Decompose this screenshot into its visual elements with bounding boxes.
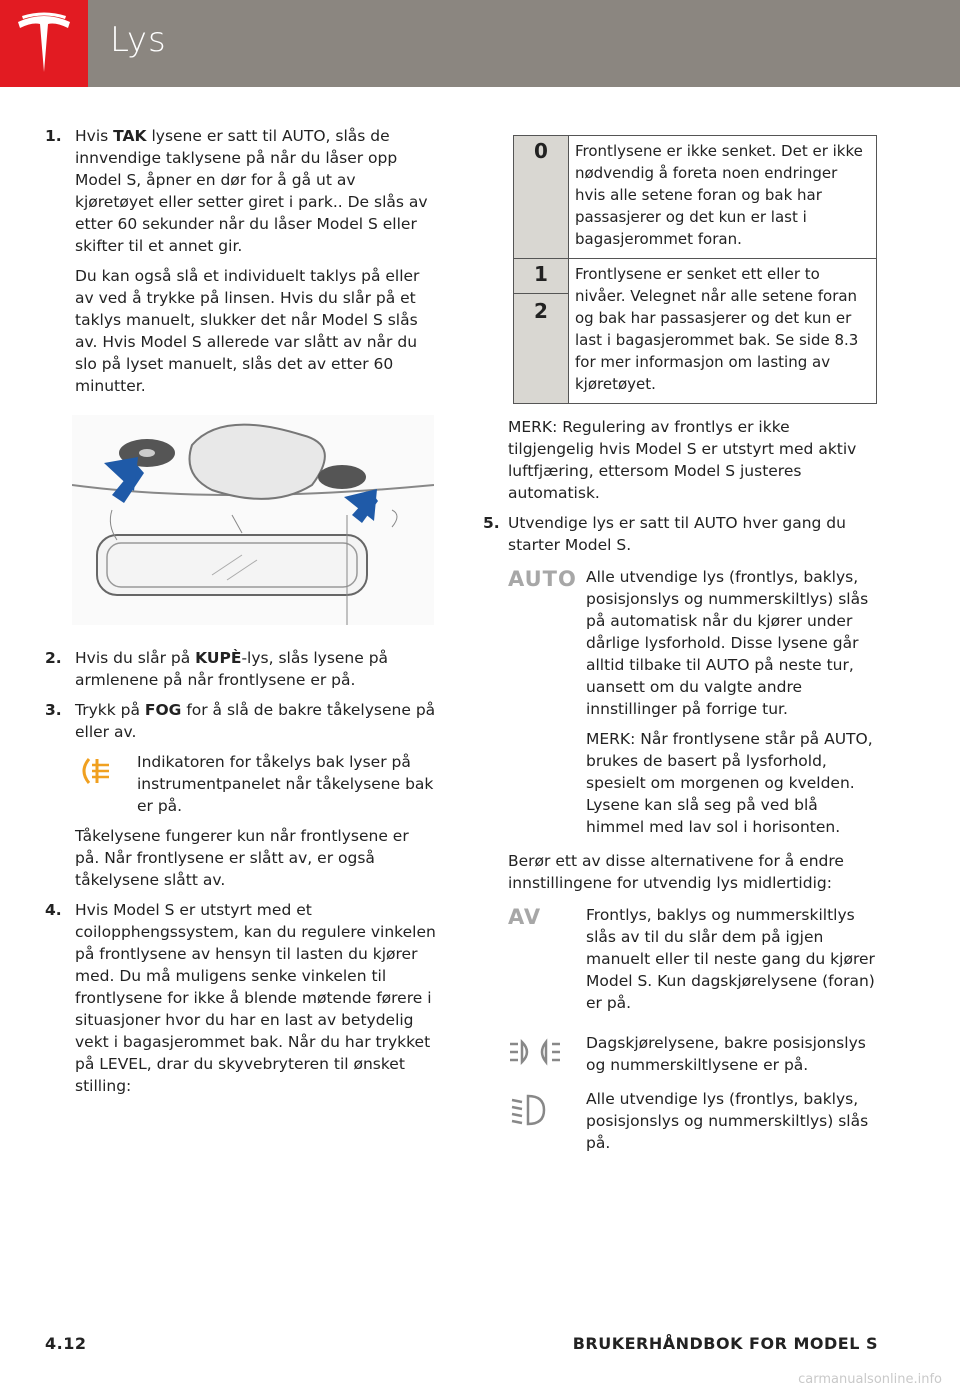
headlights-on-option [508,1088,878,1154]
table-row [514,259,877,404]
item-number: 5. [483,514,500,532]
item-1-text: Hvis TAK lysene er satt til AUTO, slås de innvendige taklysene på når du låser opp Model S, åpner en dør for å gå ut av kjøretøyet eller setter giret i park.. De slås av etter 60 sekunder når du låser Model S eller skifter til et annet gir. [75,127,428,255]
page-title: Lys [110,20,167,60]
item-4-text: Hvis Model S er utstyrt med et coilopphengssystem, kan du regulere vinkelen på frontlysene av hensyn til lasten du kjører med. Du må muligens senke vinkelen til frontlysene for ikke å blende møtende førere i situasjoner hvor du har en last av betydelig vekt i bagasjerommet bak. Når du har trykket på LEVEL, drar du skyvebryteren til ønsket stilling: [75,901,436,1095]
rear-fog-light-icon [75,751,115,791]
headlight-level-table [513,135,877,404]
right-column [483,135,878,1166]
item-number: 3. [45,701,62,719]
parking-lights-text: Dagskjørelysene, bakre posisjonslys og nummerskiltlysene er på. [586,1034,866,1074]
list-item-2 [45,647,437,691]
fog-indicator-text: Indikatoren for tåkelys bak lyser på instrumentpanelet når tåkelysene bak er på. [137,753,434,815]
fog-indicator-row [75,751,437,817]
left-column [45,125,437,1105]
item-1-para2: Du kan også slå et individuelt taklys på eller av ved å trykke på linsen. Hvis du slår på et taklys manuelt, slukker det når Model S slås av. Hvis Model S allerede var slått av når du slo på lyset manuelt, slås det av etter 60 minutter. [75,267,420,395]
parking-lights-option [508,1032,878,1076]
av-text: Frontlys, baklys og nummerskiltlys slås av til du slår dem på igjen manuelt eller til neste gang du kjører Model S. Kun dagskjørelysene (foran) er på. [586,906,875,1012]
page-number: 4.12 [45,1334,87,1353]
level-key: 0 [514,136,569,259]
list-item-3 [45,699,437,891]
item-3-text: Trykk på FOG for å slå de bakre tåkelysene på eller av. [75,701,436,741]
auto-note: MERK: Når frontlysene står på AUTO, brukes de basert på lysforhold, spesielt om morgenen og kvelden. Lysene kan slå seg på ved blå himmel med lav sol i horisonten. [586,730,873,836]
headlights-on-text: Alle utvendige lys (frontlys, baklys, posisjonslys og nummerskiltlys) slås på. [586,1090,869,1152]
watermark: carmanualsonline.info [798,1372,942,1387]
tesla-logo-icon [14,12,74,74]
touch-text: Berør ett av disse alternativene for å endre innstillingene for utvendig lys midlertidig: [508,852,844,892]
table-row [514,136,877,259]
level-text: Frontlysene er ikke senket. Det er ikke nødvendig å foreta noen endringer hvis alle setene foran og bak har passasjerer og det kun er last i bagasjerommet foran. [569,136,877,259]
item-5-text: Utvendige lys er satt til AUTO hver gang du starter Model S. [508,514,846,554]
auto-label: AUTO [508,567,577,591]
auto-option [508,566,878,838]
tesla-logo [0,0,88,87]
book-title: BRUKERHÅNDBOK FOR MODEL S [572,1334,878,1353]
item-2-text: Hvis du slår på KUPÈ-lys, slås lysene på armlenene på når frontlysene er på. [75,649,389,689]
level-text: Frontlysene er senket ett eller to nivåer. Velegnet når alle setene foran og bak har passasjerer og det kun er last i bagasjerommet bak. Se side 8.3 for mer informasjon om lasting av kjøretøyet. [569,259,877,404]
item-number: 2. [45,649,62,667]
parking-lights-icon [508,1034,562,1070]
level-key: 1 2 [514,259,569,404]
list-item-4 [45,899,437,1097]
headlights-on-icon [508,1090,548,1130]
off-option [508,904,878,1014]
item-3-para2: Tåkelysene fungerer kun når frontlysene er på. Når frontlysene er slått av, er også tåkelysene slått av. [75,827,409,889]
auto-text: Alle utvendige lys (frontlys, baklys, posisjonslys og nummerskiltlys) slås på automatisk når du kjører under dårlige lysforhold. Disse lysene går alltid tilbake til AUTO på neste tur, uansett om du valgte andre innstillinger på forrige tur. [586,568,869,718]
note-suspension: MERK: Regulering av frontlys er ikke tilgjengelig hvis Model S er utstyrt med aktiv luftfjæring, ettersom Model S justeres automatisk. [508,418,857,502]
item-number: 4. [45,901,62,919]
list-item-5 [483,512,878,1154]
list-item-1 [45,125,437,397]
dome-light-illustration [72,415,434,625]
av-label: AV [508,905,542,929]
page-header [0,0,960,87]
item-number: 1. [45,127,62,145]
